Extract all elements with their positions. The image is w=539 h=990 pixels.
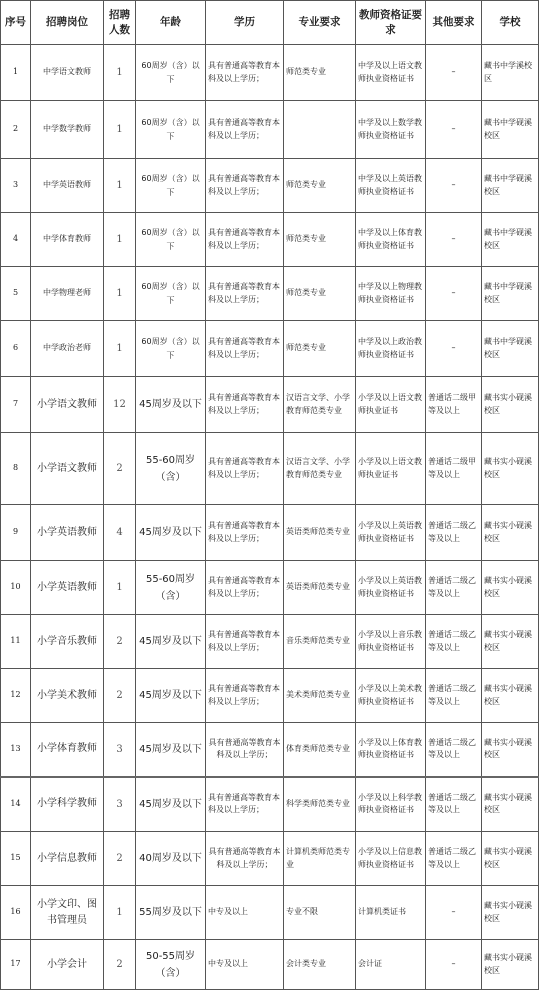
table-row xyxy=(1,377,539,433)
cell-seq: 2 xyxy=(1,101,31,159)
header-count: 招聘人数 xyxy=(104,1,136,45)
table-row xyxy=(1,321,539,377)
cell-school: 藏书实小砚溪校区 xyxy=(482,377,539,433)
cell-other: 普通话二级甲等及以上 xyxy=(426,433,482,505)
cell-major: 师范类专业 xyxy=(284,267,356,321)
cell-age: 45周岁及以下 xyxy=(136,615,206,669)
cell-certificate: 小学及以上语文教师执业证书 xyxy=(356,433,426,505)
table-row xyxy=(1,433,539,505)
cell-seq: 6 xyxy=(1,321,31,377)
header-certificate: 教师资格证要求 xyxy=(356,1,426,45)
cell-post: 小学语文教师 xyxy=(31,377,104,433)
cell-other: 普通话二级乙等及以上 xyxy=(426,561,482,615)
cell-major: 美术类师范类专业 xyxy=(284,669,356,723)
cell-post: 小学英语教师 xyxy=(31,561,104,615)
cell-education: 具有普通高等教育本科及以上学历； xyxy=(206,669,284,723)
cell-school: 藏书实小砚溪校区 xyxy=(482,832,539,886)
cell-education: 具有普通高等教育本科及以上学历； xyxy=(206,159,284,213)
cell-post: 小学信息教师 xyxy=(31,832,104,886)
cell-major: 汉语言文学、小学教育师范类专业 xyxy=(284,377,356,433)
cell-count: 1 xyxy=(104,561,136,615)
cell-post: 中学英语教师 xyxy=(31,159,104,213)
cell-age: 60周岁（含）以下 xyxy=(136,213,206,267)
cell-post: 小学语文教师 xyxy=(31,433,104,505)
table-row xyxy=(1,886,539,940)
table-row xyxy=(1,723,539,777)
cell-age: 45周岁及以下 xyxy=(136,669,206,723)
cell-count: 1 xyxy=(104,159,136,213)
cell-count: 1 xyxy=(104,213,136,267)
cell-major: 会计类专业 xyxy=(284,940,356,990)
cell-certificate: 中学及以上英语教师执业资格证书 xyxy=(356,159,426,213)
table-row xyxy=(1,101,539,159)
cell-school: 藏书实小砚溪校区 xyxy=(482,777,539,832)
cell-age: 40周岁及以下 xyxy=(136,832,206,886)
cell-count: 12 xyxy=(104,377,136,433)
cell-certificate: 小学及以上音乐教师执业资格证书 xyxy=(356,615,426,669)
cell-certificate: 中学及以上语文教师执业资格证书 xyxy=(356,45,426,101)
cell-education: 具有普通高等教育本科及以上学历； xyxy=(206,101,284,159)
cell-count: 1 xyxy=(104,45,136,101)
table-row xyxy=(1,777,539,832)
cell-education: 具有普通高等教育本科及以上学历； xyxy=(206,561,284,615)
cell-seq: 10 xyxy=(1,561,31,615)
cell-other: – xyxy=(426,45,482,101)
cell-count: 2 xyxy=(104,940,136,990)
header-major: 专业要求 xyxy=(284,1,356,45)
cell-count: 2 xyxy=(104,832,136,886)
cell-education: 具有普通高等教育本科及以上学历； xyxy=(206,832,284,886)
cell-major: 体育类师范类专业 xyxy=(284,723,356,777)
cell-major: 英语类师范类专业 xyxy=(284,505,356,561)
cell-post: 小学科学教师 xyxy=(31,777,104,832)
cell-major xyxy=(284,101,356,159)
cell-count: 2 xyxy=(104,615,136,669)
cell-other: – xyxy=(426,101,482,159)
cell-school: 藏书中学砚溪校区 xyxy=(482,101,539,159)
cell-major: 师范类专业 xyxy=(284,45,356,101)
cell-other: 普通话二级乙等及以上 xyxy=(426,669,482,723)
cell-school: 藏书中学砚溪校区 xyxy=(482,213,539,267)
cell-school: 藏书实小砚溪校区 xyxy=(482,886,539,940)
table-row xyxy=(1,940,539,990)
cell-school: 藏书实小砚溪校区 xyxy=(482,615,539,669)
cell-other: 普通话二级乙等及以上 xyxy=(426,777,482,832)
cell-post: 小学英语教师 xyxy=(31,505,104,561)
cell-certificate: 中学及以上体育教师执业资格证书 xyxy=(356,213,426,267)
table-body xyxy=(1,45,539,990)
cell-post: 小学会计 xyxy=(31,940,104,990)
cell-other: – xyxy=(426,267,482,321)
table-row xyxy=(1,669,539,723)
cell-seq: 15 xyxy=(1,832,31,886)
cell-age: 60周岁（含）以下 xyxy=(136,321,206,377)
cell-post: 中学语文教师 xyxy=(31,45,104,101)
cell-other: 普通话二级乙等及以上 xyxy=(426,723,482,777)
cell-seq: 4 xyxy=(1,213,31,267)
cell-other: 普通话二级乙等及以上 xyxy=(426,615,482,669)
header-other: 其他要求 xyxy=(426,1,482,45)
cell-count: 1 xyxy=(104,886,136,940)
cell-certificate: 中学及以上数学教师执业资格证书 xyxy=(356,101,426,159)
header-post: 招聘岗位 xyxy=(31,1,104,45)
cell-other: – xyxy=(426,159,482,213)
cell-age: 45周岁及以下 xyxy=(136,777,206,832)
cell-age: 45周岁及以下 xyxy=(136,377,206,433)
cell-seq: 12 xyxy=(1,669,31,723)
cell-major: 英语类师范类专业 xyxy=(284,561,356,615)
cell-age: 55周岁及以下 xyxy=(136,886,206,940)
cell-certificate: 小学及以上美术教师执业资格证书 xyxy=(356,669,426,723)
header-education: 学历 xyxy=(206,1,284,45)
cell-education: 具有普通高等教育本科及以上学历； xyxy=(206,321,284,377)
cell-school: 藏书实小砚溪校区 xyxy=(482,561,539,615)
cell-seq: 7 xyxy=(1,377,31,433)
cell-major: 音乐类师范类专业 xyxy=(284,615,356,669)
table-row xyxy=(1,45,539,101)
cell-seq: 5 xyxy=(1,267,31,321)
table-row xyxy=(1,267,539,321)
cell-school: 藏书中学砚溪校区 xyxy=(482,267,539,321)
cell-post: 中学物理老师 xyxy=(31,267,104,321)
cell-major: 师范类专业 xyxy=(284,159,356,213)
cell-major: 计算机类师范类专业 xyxy=(284,832,356,886)
cell-age: 45周岁及以下 xyxy=(136,505,206,561)
cell-certificate: 小学及以上信息教师执业资格证书 xyxy=(356,832,426,886)
cell-school: 藏书中学溪校区 xyxy=(482,45,539,101)
cell-certificate: 小学及以上科学教师执业资格证书 xyxy=(356,777,426,832)
cell-other: 普通话二级甲等及以上 xyxy=(426,377,482,433)
table-row xyxy=(1,505,539,561)
cell-count: 1 xyxy=(104,321,136,377)
cell-other: – xyxy=(426,213,482,267)
table-row xyxy=(1,615,539,669)
cell-seq: 14 xyxy=(1,777,31,832)
cell-education: 具有普通高等教育本科及以上学历； xyxy=(206,615,284,669)
cell-age: 60周岁（含）以下 xyxy=(136,101,206,159)
cell-school: 藏书实小砚溪校区 xyxy=(482,669,539,723)
cell-post: 小学体育教师 xyxy=(31,723,104,777)
cell-certificate: 中学及以上物理教师执业资格证书 xyxy=(356,267,426,321)
cell-count: 1 xyxy=(104,267,136,321)
cell-seq: 8 xyxy=(1,433,31,505)
table-row xyxy=(1,561,539,615)
cell-seq: 1 xyxy=(1,45,31,101)
cell-other: – xyxy=(426,321,482,377)
cell-count: 2 xyxy=(104,433,136,505)
cell-major: 汉语言文学、小学教育师范类专业 xyxy=(284,433,356,505)
cell-post: 小学音乐教师 xyxy=(31,615,104,669)
cell-age: 60周岁（含）以下 xyxy=(136,159,206,213)
cell-other: – xyxy=(426,940,482,990)
cell-post: 中学政治老师 xyxy=(31,321,104,377)
cell-certificate: 计算机类证书 xyxy=(356,886,426,940)
cell-education: 具有普通高等教育本科及以上学历； xyxy=(206,433,284,505)
cell-education: 具有普通高等教育本科及以上学历； xyxy=(206,45,284,101)
cell-education: 中专及以上 xyxy=(206,886,284,940)
cell-education: 中专及以上 xyxy=(206,940,284,990)
cell-education: 具有普通高等教育本科及以上学历； xyxy=(206,777,284,832)
cell-education: 具有普通高等教育本科及以上学历； xyxy=(206,505,284,561)
header-age: 年龄 xyxy=(136,1,206,45)
cell-major: 科学类师范类专业 xyxy=(284,777,356,832)
cell-other: – xyxy=(426,886,482,940)
header-row xyxy=(1,1,539,45)
header-seq: 序号 xyxy=(1,1,31,45)
cell-age: 60周岁（含）以下 xyxy=(136,267,206,321)
cell-education: 具有普通高等教育本科及以上学历； xyxy=(206,377,284,433)
cell-age: 50-55周岁（含） xyxy=(136,940,206,990)
cell-age: 45周岁及以下 xyxy=(136,723,206,777)
cell-seq: 13 xyxy=(1,723,31,777)
cell-other: 普通话二级乙等及以上 xyxy=(426,832,482,886)
cell-count: 3 xyxy=(104,777,136,832)
cell-age: 55-60周岁（含） xyxy=(136,433,206,505)
cell-school: 藏书实小砚溪校区 xyxy=(482,940,539,990)
cell-school: 藏书中学砚溪校区 xyxy=(482,321,539,377)
cell-certificate: 小学及以上语文教师执业证书 xyxy=(356,377,426,433)
cell-age: 60周岁（含）以下 xyxy=(136,45,206,101)
table-row xyxy=(1,213,539,267)
cell-major: 专业不限 xyxy=(284,886,356,940)
cell-count: 2 xyxy=(104,669,136,723)
cell-post: 小学美术教师 xyxy=(31,669,104,723)
cell-major: 师范类专业 xyxy=(284,213,356,267)
cell-count: 4 xyxy=(104,505,136,561)
cell-seq: 16 xyxy=(1,886,31,940)
cell-certificate: 小学及以上英语教师执业资格证书 xyxy=(356,505,426,561)
cell-education: 具有普通高等教育本科及以上学历； xyxy=(206,267,284,321)
cell-school: 藏书实小砚溪校区 xyxy=(482,433,539,505)
cell-count: 3 xyxy=(104,723,136,777)
cell-school: 藏书实小砚溪校区 xyxy=(482,723,539,777)
cell-education: 具有普通高等教育本科及以上学历； xyxy=(206,213,284,267)
cell-post: 中学数学教师 xyxy=(31,101,104,159)
cell-school: 藏书中学砚溪校区 xyxy=(482,159,539,213)
cell-other: 普通话二级乙等及以上 xyxy=(426,505,482,561)
cell-major: 师范类专业 xyxy=(284,321,356,377)
table-row xyxy=(1,159,539,213)
cell-seq: 11 xyxy=(1,615,31,669)
cell-post: 小学文印、图书管理员 xyxy=(31,886,104,940)
table-row xyxy=(1,832,539,886)
header-school: 学校 xyxy=(482,1,539,45)
cell-school: 藏书实小砚溪校区 xyxy=(482,505,539,561)
cell-certificate: 会计证 xyxy=(356,940,426,990)
cell-certificate: 小学及以上体育教师执业资格证书 xyxy=(356,723,426,777)
cell-seq: 9 xyxy=(1,505,31,561)
cell-seq: 17 xyxy=(1,940,31,990)
cell-certificate: 小学及以上英语教师执业资格证书 xyxy=(356,561,426,615)
cell-count: 1 xyxy=(104,101,136,159)
cell-post: 中学体育教师 xyxy=(31,213,104,267)
cell-certificate: 中学及以上政治教师执业资格证书 xyxy=(356,321,426,377)
cell-seq: 3 xyxy=(1,159,31,213)
cell-age: 55-60周岁（含） xyxy=(136,561,206,615)
cell-education: 具有普通高等教育本科及以上学历； xyxy=(206,723,284,777)
